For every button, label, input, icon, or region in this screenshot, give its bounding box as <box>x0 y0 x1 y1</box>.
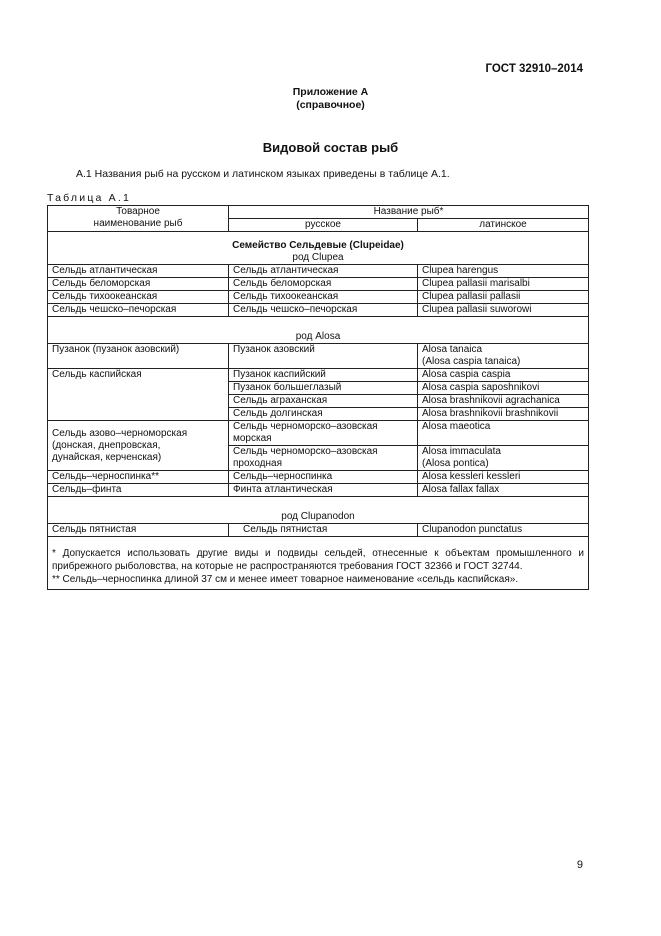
russian-name-cell: Пузанок азовский <box>229 344 418 369</box>
genus-title: род Clupanodon <box>48 497 589 524</box>
trade-name-line1: Сельдь азово–черноморская <box>52 427 188 439</box>
trade-name-cell: Сельдь чешско–печорская <box>48 304 229 317</box>
russian-name-cell <box>229 421 418 446</box>
latin-name-cell: Clupanodon punctatus <box>418 524 589 537</box>
russian-name-cell: Финта атлантическая <box>229 484 418 497</box>
fish-species-table <box>47 205 589 590</box>
latin-name-cell: Alosa brashnikovii agrachanica <box>418 395 589 408</box>
header-fish-name: Название рыб* <box>229 206 589 219</box>
latin-name-line2: (Alosa caspia tanaica) <box>422 356 521 367</box>
header-russian: русское <box>229 219 418 232</box>
table-row <box>48 265 589 278</box>
table-row <box>48 344 589 369</box>
russian-name-line1: Сельдь черноморско–азовская <box>233 421 378 432</box>
latin-name-line1: Alosa immaculata <box>422 446 501 457</box>
russian-name-cell: Сельдь долгинская <box>229 408 418 421</box>
russian-name-line2: морская <box>233 433 272 444</box>
latin-name-cell: Alosa caspia saposhnikovi <box>418 382 589 395</box>
russian-name-cell: Сельдь–черноспинка <box>229 471 418 484</box>
latin-name-cell <box>418 344 589 369</box>
trade-name-cell: Сельдь каспийская <box>48 369 229 421</box>
section-heading: Видовой состав рыб <box>262 140 399 155</box>
latin-name-cell: Alosa fallax fallax <box>418 484 589 497</box>
trade-name-cell: Сельдь тихоокеанская <box>48 291 229 304</box>
standard-number: ГОСТ 32910–2014 <box>485 63 583 75</box>
table-header-row <box>48 206 589 219</box>
latin-name-cell: Clupea pallasii suworowi <box>418 304 589 317</box>
trade-name-cell: Сельдь–черноспинка** <box>48 471 229 484</box>
russian-name-cell: Сельдь чешско–печорская <box>229 304 418 317</box>
latin-name-cell: Alosa caspia caspia <box>418 369 589 382</box>
genus-row <box>48 497 589 524</box>
latin-name-cell: Alosa kessleri kessleri <box>418 471 589 484</box>
trade-name-cell: Сельдь атлантическая <box>48 265 229 278</box>
russian-name-cell: Сельдь беломорская <box>229 278 418 291</box>
header-trade-name <box>48 206 229 232</box>
table-row <box>48 291 589 304</box>
notes-row <box>48 537 589 590</box>
trade-name-line3: дунайская, керченская) <box>52 451 162 463</box>
genus-title: род Clupea <box>292 252 344 263</box>
latin-name-line2: (Alosa pontica) <box>422 458 489 469</box>
header-trade-line1: Товарное <box>116 206 160 217</box>
table-caption: Таблица А.1 <box>47 192 132 204</box>
russian-name-cell <box>229 446 418 471</box>
intro-paragraph: А.1 Названия рыб на русском и латинском языках приведены в таблице А.1. <box>76 168 450 180</box>
header-trade-line2: наименование рыб <box>93 218 183 229</box>
russian-name-cell: Сельдь пятнистая <box>229 524 418 537</box>
footnote-2: ** Сельдь–черноспинка длиной 37 см и менее имеет товарное наименование «сельдь каспийская». <box>52 574 519 585</box>
genus-title: род Alosa <box>48 317 589 344</box>
trade-name-line2: (донская, днепровская, <box>52 439 161 451</box>
page-number: 9 <box>576 859 583 871</box>
table-row <box>48 471 589 484</box>
russian-name-cell: Пузанок каспийский <box>229 369 418 382</box>
russian-name-cell: Сельдь аграханская <box>229 395 418 408</box>
trade-name-cell: Пузанок (пузанок азовский) <box>48 344 229 369</box>
table-row <box>48 369 589 382</box>
russian-name-cell: Пузанок большеглазый <box>229 382 418 395</box>
table-row <box>48 304 589 317</box>
trade-name-cell <box>48 421 229 471</box>
russian-name-line2: проходная <box>233 458 282 469</box>
latin-name-line1: Alosa tanaica <box>422 344 483 355</box>
russian-name-cell: Сельдь атлантическая <box>229 265 418 278</box>
latin-name-cell: Clupea pallasii marisalbi <box>418 278 589 291</box>
header-latin: латинское <box>418 219 589 232</box>
latin-name-cell: Clupea pallasii pallasii <box>418 291 589 304</box>
latin-name-cell: Alosa brashnikovii brashnikovii <box>418 408 589 421</box>
latin-name-cell: Alosa maeotica <box>418 421 589 446</box>
trade-name-cell: Сельдь–финта <box>48 484 229 497</box>
footnote-1: * Допускается использовать другие виды и подвиды сельдей, отнесенные к объектам промышленного и прибрежного рыболовства, на которые не распространяются требования ГОСТ 32366 и ГОСТ 32744. <box>52 548 584 572</box>
table-row <box>48 421 589 446</box>
appendix-title: Приложение А <box>292 86 369 98</box>
family-row <box>48 232 589 265</box>
trade-name-cell: Сельдь пятнистая <box>48 524 229 537</box>
latin-name-cell: Clupea harengus <box>418 265 589 278</box>
genus-row <box>48 317 589 344</box>
family-title: Семейство Сельдевые (Clupeidae) <box>232 240 404 251</box>
table-row <box>48 484 589 497</box>
russian-name-cell: Сельдь тихоокеанская <box>229 291 418 304</box>
trade-name-cell: Сельдь беломорская <box>48 278 229 291</box>
table-row <box>48 278 589 291</box>
appendix-subtitle: (справочное) <box>296 99 365 111</box>
russian-name-line1: Сельдь черноморско–азовская <box>233 446 378 457</box>
latin-name-cell <box>418 446 589 471</box>
table-row <box>48 524 589 537</box>
